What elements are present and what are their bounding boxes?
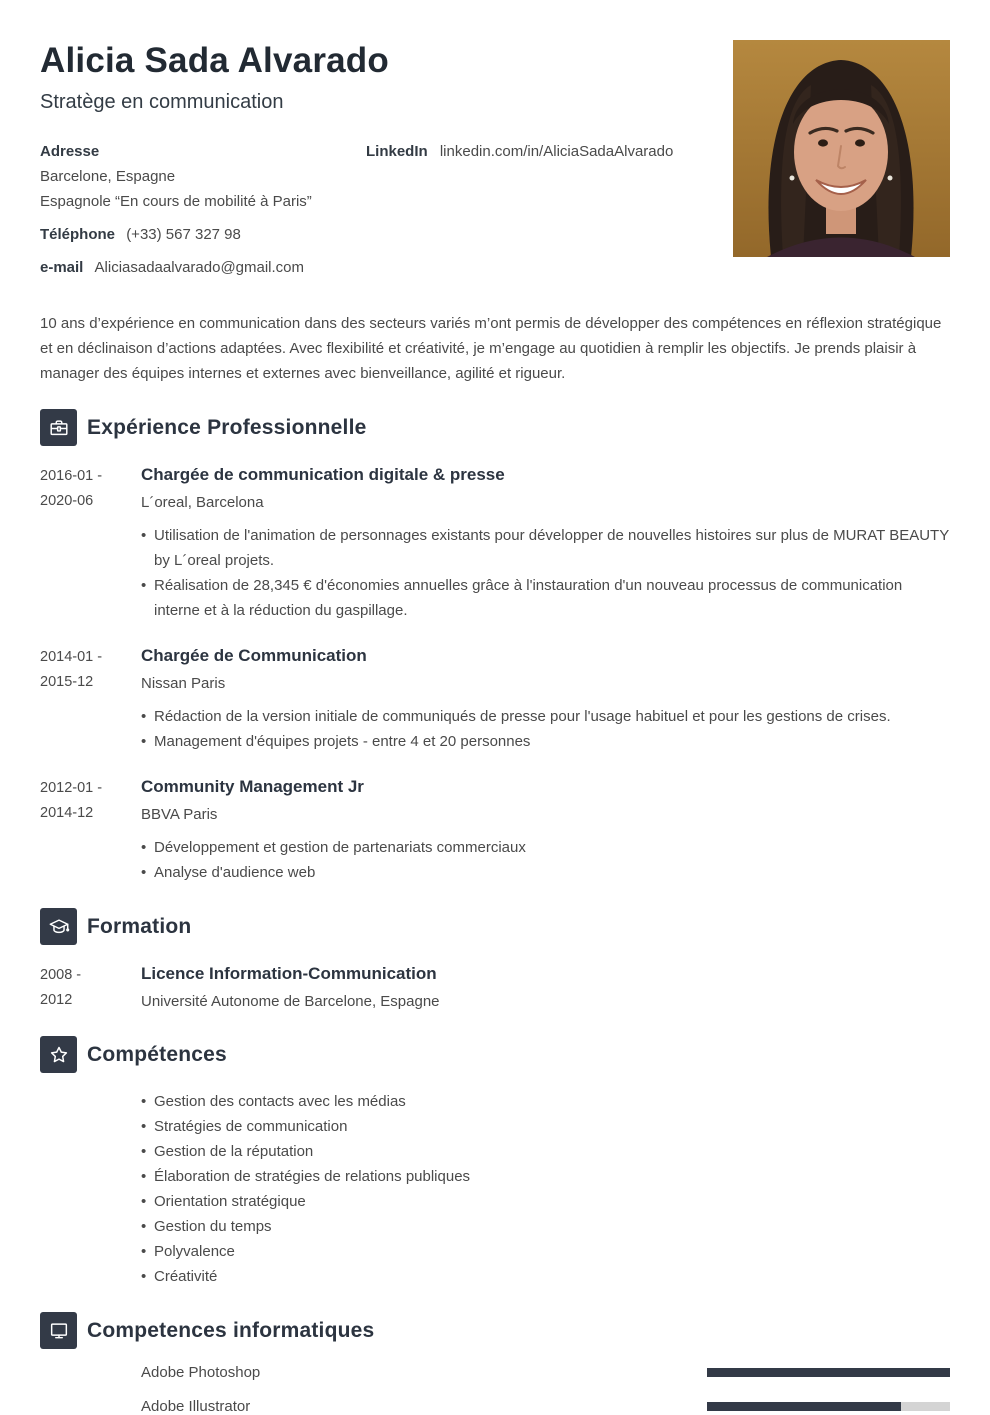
address-line-1: Barcelone, Espagne: [40, 168, 176, 185]
phone-value: (+33) 567 327 98: [126, 226, 241, 243]
person-headline: Stratège en communication: [40, 91, 284, 113]
job-bullet: • Développement et gestion de partenariats commerciaux: [141, 835, 950, 860]
section-title-skills: Compétences: [87, 1042, 227, 1066]
date-end: 2014-12: [40, 805, 94, 821]
section-header-education: [40, 908, 950, 945]
experience-entry: [40, 776, 950, 885]
profile-summary: 10 ans d’expérience en communication dans des secteurs variés m’ont permis de développer des compétences en réflexion stratégique et en déclinaison d’actions adaptées. Avec flexibilité et créativité, je m’engage au quotidien à remplir les objectifs. Je prends plaisir à manager des équipes internes et externes avec bienveillance, agilité et rigueur.: [40, 315, 942, 382]
phone-label: Téléphone: [40, 226, 116, 243]
linkedin-url: linkedin.com/in/AliciaSadaAlvarado: [439, 143, 674, 160]
email-value: Aliciasadaalvarado@gmail.com: [94, 259, 305, 276]
skills-list: [141, 1089, 950, 1289]
section-title-experience: Expérience Professionnelle: [87, 415, 367, 439]
briefcase-icon: [40, 409, 77, 446]
email-label: e-mail: [40, 259, 84, 276]
skill-item: • Orientation stratégique: [141, 1189, 950, 1214]
section-title-computer-skills: Competences informatiques: [87, 1318, 375, 1342]
address-line-2: Espagnole “En cours de mobilité à Paris”: [40, 193, 312, 210]
section-header-skills: [40, 1036, 950, 1073]
job-company: BBVA Paris: [141, 806, 218, 823]
computer-skills-list: [141, 1364, 950, 1415]
skill-level-fill: [707, 1368, 950, 1377]
date-start: 2012-01 -: [40, 780, 103, 796]
contact-row-email: [40, 255, 950, 280]
section-header-computer-skills: [40, 1312, 950, 1349]
skill-item: • Créativité: [141, 1264, 950, 1289]
graduation-cap-icon: [40, 908, 77, 945]
date-end: 2020-06: [40, 493, 94, 509]
date-start: 2016-01 -: [40, 468, 103, 484]
monitor-icon: [40, 1312, 77, 1349]
job-bullet: • Management d'équipes projets - entre 4 et 20 personnes: [141, 729, 950, 754]
job-company: Nissan Paris: [141, 675, 226, 692]
entry-dates: [40, 645, 141, 754]
contact-block: [40, 139, 950, 280]
address-label: Adresse: [40, 143, 100, 160]
entry-dates: [40, 776, 141, 885]
job-company: L´oreal, Barcelona: [141, 494, 264, 511]
contact-row-address: [40, 139, 950, 164]
section-header-experience: [40, 409, 950, 446]
entry-dates: [40, 963, 141, 1013]
linkedin-label: LinkedIn: [366, 143, 428, 160]
skill-item: • Gestion de la réputation: [141, 1139, 950, 1164]
degree-title: Licence Information-Communication: [141, 964, 437, 983]
date-end: 2012: [40, 992, 73, 1008]
date-start: 2014-01 -: [40, 649, 103, 665]
job-bullet: • Rédaction de la version initiale de communiqués de presse pour l'usage habituel et pour les gestions de crises.: [141, 704, 950, 729]
computer-skill-name: Adobe Photoshop: [141, 1364, 261, 1381]
skill-level-bar: [707, 1402, 950, 1411]
computer-skill-row: [141, 1364, 950, 1381]
skill-item: • Élaboration de stratégies de relations publiques: [141, 1164, 950, 1189]
skill-level-fill: [707, 1402, 901, 1411]
skill-item: • Gestion des contacts avec les médias: [141, 1089, 950, 1114]
person-name: Alicia Sada Alvarado: [40, 41, 389, 80]
computer-skill-row: [141, 1398, 950, 1415]
job-title: Community Management Jr: [141, 777, 364, 796]
job-title: Chargée de communication digitale & presse: [141, 465, 505, 484]
date-start: 2008 -: [40, 967, 82, 983]
skill-level-bar: [707, 1368, 950, 1377]
contact-row-phone: [40, 222, 950, 247]
job-bullet: • Analyse d'audience web: [141, 860, 950, 885]
contact-row-linkedin: [366, 139, 673, 164]
date-end: 2015-12: [40, 674, 94, 690]
section-title-education: Formation: [87, 914, 192, 938]
job-title: Chargée de Communication: [141, 646, 367, 665]
skill-item: • Stratégies de communication: [141, 1114, 950, 1139]
experience-entry: [40, 645, 950, 754]
education-entry: [40, 963, 950, 1013]
entry-dates: [40, 464, 141, 623]
star-icon: [40, 1036, 77, 1073]
job-bullet: • Utilisation de l'animation de personnages existants pour développer de nouvelles histoires sur plus de MURAT BEAUTY by L´oreal projets.: [141, 523, 950, 573]
skill-item: • Polyvalence: [141, 1239, 950, 1264]
job-bullet: • Réalisation de 28,345 € d'économies annuelles grâce à l'instauration d'un nouveau processus de communication interne et à la réduction du gaspillage.: [141, 573, 950, 623]
school-name: Université Autonome de Barcelone, Espagne: [141, 993, 440, 1010]
experience-entry: [40, 464, 950, 623]
computer-skill-name: Adobe Illustrator: [141, 1398, 251, 1415]
skill-item: • Gestion du temps: [141, 1214, 950, 1239]
